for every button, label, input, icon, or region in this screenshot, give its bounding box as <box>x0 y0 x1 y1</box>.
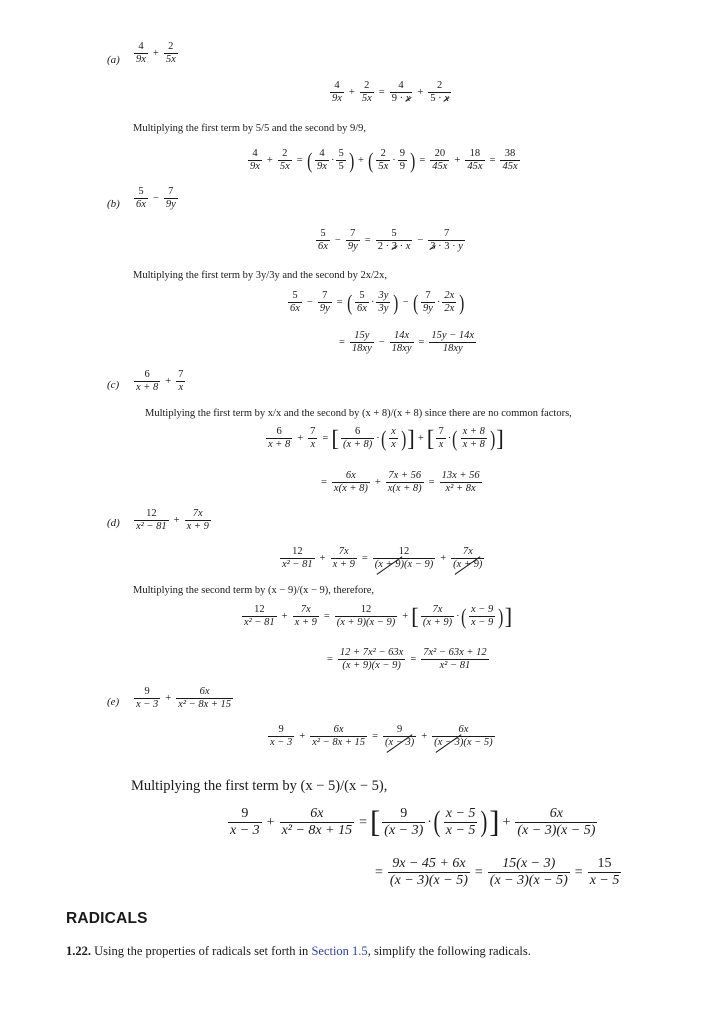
part-c-label: (c) <box>107 379 120 391</box>
part-b-factor-step: $\frac{5}{6x}$ − $\frac{7}{9y}$ = $\frac{5}{2 \cdot 3 \cdot x}$ − $\frac{7}{3 \cdot 3 \cdot y}$ <box>318 228 463 253</box>
part-e-solution-line2: = $\frac{9x - 45 + 6x}{(x - 3)(x - 5)}$ = $\frac{15(x - 3)}{(x - 3)(x - 5)}$ = $\frac{15}{x - 5}$ <box>375 856 620 889</box>
problem-text-before: Using the properties of radicals set forth in <box>94 944 309 958</box>
part-d-problem: $\frac{12}{\text{x² − 81}}$ + $\frac{7x}{x + 9}$ <box>136 508 209 533</box>
part-b-solution-line2: = $\frac{15y}{18xy}$ − $\frac{14x}{18xy}$ = $\frac{15y - 14x}{18xy}$ <box>339 330 475 355</box>
part-a-label: (a) <box>107 54 120 66</box>
part-d-explanation: Multiplying the second term by (x − 9)/(x − 9), therefore, <box>133 585 375 596</box>
part-d-factor-step: $\frac{12}{\text{x² − 81}}$ + $\frac{7x}{x + 9}$ = $\frac{12}{(x + 9)(x - 9)}$ + $\frac{7x}{(x + 9)}$ <box>282 546 483 571</box>
part-a-explanation: Multiplying the first term by 5/5 and the second by 9/9, <box>133 123 367 134</box>
part-d-label: (d) <box>107 517 120 529</box>
part-c-problem: $\frac{6}{x + 8}$ + $\frac{7}{x}$ <box>136 369 184 394</box>
part-e-explanation: Multiplying the first term by (x − 5)/(x − 5), <box>131 778 388 794</box>
part-c-solution-line1: $\frac{6}{x + 8}$ + $\frac{7}{x}$ = [ $\frac{6}{(x + 8)}$ ·( $\frac{x}{x}$ )] + [ $\frac{7}{x}$ ·( $\frac{x + 8}{x + 8}$ )] <box>268 425 504 452</box>
part-e-label: (e) <box>107 696 120 708</box>
part-b-explanation: Multiplying the first term by 3y/3y and the second by 2x/2x, <box>133 270 388 281</box>
part-c-solution-line2: = $\frac{6x}{x(x + 8)}$ + $\frac{7x + 56}{x(x + 8)}$ = $\frac{13x + 56}{\text{x² + 8x}}$ <box>321 470 480 495</box>
part-b-label: (b) <box>107 198 120 210</box>
problem-text-after: , simplify the following radicals. <box>367 944 531 958</box>
part-a-problem: $\frac{4}{9x}$ + $\frac{2}{5x}$ <box>136 41 176 66</box>
part-e-problem: $\frac{9}{x - 3}$ + $\frac{6x}{\text{x² − 8x + 15}}$ <box>136 686 232 711</box>
section-link[interactable]: Section 1.5 <box>311 944 368 958</box>
part-c-explanation: Multiplying the first term by x/x and the second by (x + 8)/(x + 8) since there are no common factors, <box>145 408 572 419</box>
part-d-solution-line1: $\frac{12}{\text{x² − 81}}$ + $\frac{7x}{x + 9}$ = $\frac{12}{(x + 9)(x - 9)}$ + [ $\frac{7x}{(x + 9)}$ ·( $\frac{x - 9}{x - 9}$ )] <box>244 603 513 630</box>
part-e-solution-line1: $\frac{9}{x - 3}$ + $\frac{6x}{\text{x² − 8x + 15}}$ =[ $\frac{9}{(x - 3)}$ ·( $\frac{x - 5}{x - 5}$ )] + $\frac{6x}{(x - 3)(x - 5)}$ <box>230 805 596 840</box>
part-e-factor-step: $\frac{9}{x - 3}$ + $\frac{6x}{\text{x² − 8x + 15}}$ = $\frac{9}{(x - 3)}$ + $\frac{6x}{(x - 3)(x - 5)}$ <box>270 724 493 749</box>
part-b-solution-line1: $\frac{5}{6x}$ − $\frac{7}{9y}$ = ( $\frac{5}{6x}$ · $\frac{3y}{3y}$ ) − ( $\frac{7}{9y}$ · $\frac{2x}{2x}$ ) <box>290 289 465 315</box>
problem-number: 1.22. <box>66 944 91 958</box>
part-b-problem: $\frac{5}{6x}$ − $\frac{7}{9y}$ <box>136 186 176 211</box>
part-a-solution: $\frac{4}{9x}$ + $\frac{2}{5x}$ = ( $\frac{4}{9x}$ · $\frac{5}{5}$ ) + ( $\frac{2}{5x}$ · $\frac{9}{9}$ ) = $\frac{20}{45x}$ + $\frac{18}{45x}$ = $\frac{38}{45x}$ <box>250 147 518 173</box>
section-heading: RADICALS <box>66 910 148 927</box>
problem-statement <box>66 944 531 959</box>
part-d-solution-line2: = $\frac{\text{12 + 7x² − 63x}}{(x + 9)(x - 9)}$ = $\frac{\text{7x² − 63x + 12}}{\text{x² − 81}}$ <box>327 647 487 672</box>
part-a-factor-step: $\frac{4}{9x}$ + $\frac{2}{5x}$ = $\frac{4}{9 \cdot x}$ + $\frac{2}{5 \cdot x}$ <box>332 80 449 105</box>
